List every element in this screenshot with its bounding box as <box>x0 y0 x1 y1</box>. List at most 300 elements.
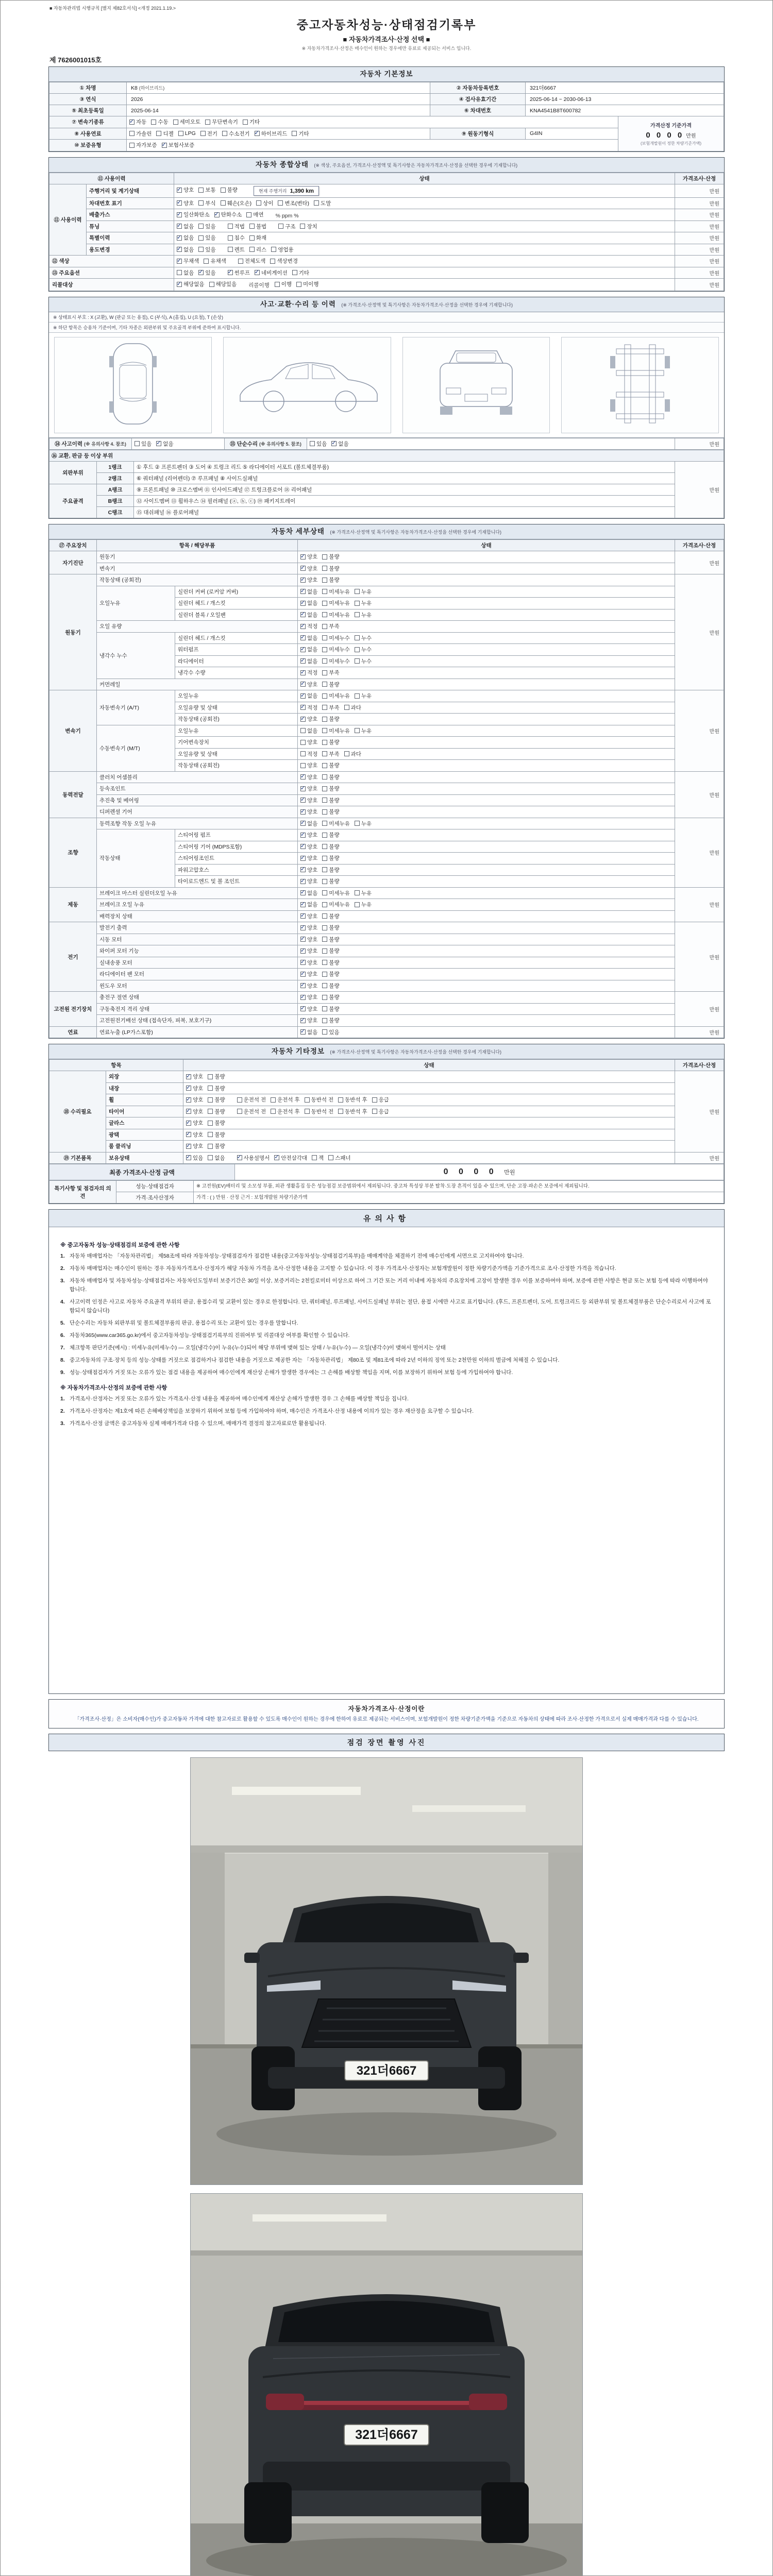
transmission-label: ⑦ 변속기종류 <box>49 116 127 128</box>
checkbox-label: 불량 <box>329 774 340 781</box>
checkbox-option[interactable] <box>208 1108 225 1115</box>
checkbox-group <box>300 854 344 862</box>
checkbox-option[interactable] <box>156 440 173 448</box>
checkbox-icon <box>322 624 327 629</box>
checkbox-option[interactable] <box>300 1016 317 1024</box>
checkbox-option[interactable] <box>205 118 238 126</box>
checkbox-option[interactable] <box>322 808 339 816</box>
table-row <box>49 910 724 922</box>
checkbox-option[interactable] <box>198 246 215 253</box>
checkbox-icon <box>322 902 327 907</box>
checkbox-option[interactable] <box>300 970 317 978</box>
notice-item-number: 3. <box>60 1278 65 1284</box>
checkbox-option[interactable] <box>355 901 372 908</box>
checkbox-option[interactable] <box>305 1096 334 1104</box>
overall-col-state: 상태 <box>174 173 675 184</box>
checkbox-option[interactable] <box>228 246 245 253</box>
detail-item: 오일누유 <box>97 586 175 621</box>
checkbox-label: 일산화탄소 <box>183 212 210 218</box>
opinion-title: 특기사항 및 점검자의 의견 <box>49 1181 116 1204</box>
checkbox-option[interactable] <box>129 118 146 126</box>
checkbox-option[interactable] <box>151 118 168 126</box>
checkbox-option[interactable] <box>322 657 350 665</box>
checkbox-option[interactable] <box>322 993 339 1001</box>
checkbox-option[interactable] <box>177 280 205 288</box>
checkbox-option[interactable] <box>275 280 292 288</box>
checkbox-label: 불량 <box>329 739 340 745</box>
price-cell: 만원 <box>675 1152 724 1164</box>
checkbox-group <box>300 576 344 584</box>
etc-item-label: 보유상태 <box>106 1152 183 1164</box>
checkbox-icon <box>322 948 327 954</box>
checkbox-icon <box>271 1097 276 1103</box>
checkbox-option[interactable] <box>300 588 317 596</box>
checkbox-option[interactable] <box>208 1096 225 1104</box>
checkbox-label: 양호 <box>307 1006 318 1012</box>
detail-subitem: 오일유량 및 상태 <box>175 702 298 714</box>
checkbox-label: 불량 <box>329 843 340 850</box>
checkbox-label: 없음 <box>307 820 318 827</box>
checkbox-label: 양호 <box>307 681 318 688</box>
checkbox-option[interactable] <box>300 646 317 653</box>
checkbox-option[interactable] <box>322 866 339 874</box>
checkbox-icon <box>255 131 260 136</box>
checkbox-option[interactable] <box>344 704 361 711</box>
checkbox-option[interactable] <box>300 576 317 584</box>
checkbox-option[interactable] <box>300 808 317 816</box>
checkbox-icon <box>292 131 297 136</box>
checkbox-label: 기타 <box>298 269 310 276</box>
section-detail-note: (※ 가격조사·산정액 및 특기사항은 자동차가격조사·산정을 선택한 경우에 기재합니다) <box>330 530 502 535</box>
checkbox-option[interactable] <box>300 1028 317 1036</box>
checkbox-option[interactable] <box>300 611 317 619</box>
panel-group-label: 주요골격 <box>49 484 97 518</box>
checkbox-label: 양호 <box>307 936 318 943</box>
checkbox-group <box>300 785 344 793</box>
checkbox-option[interactable] <box>221 186 238 194</box>
checkbox-option[interactable] <box>214 211 242 218</box>
checkbox-icon <box>129 143 135 148</box>
notice-item <box>60 1407 713 1416</box>
checkbox-option[interactable] <box>300 761 317 769</box>
section-basic-header <box>49 67 724 82</box>
checkbox-option[interactable] <box>292 130 309 138</box>
checkbox-option[interactable] <box>300 843 317 851</box>
checkbox-icon <box>300 224 305 229</box>
checkbox-icon <box>322 867 327 872</box>
price-cell: 만원 <box>675 818 724 887</box>
checkbox-option[interactable] <box>237 1154 270 1162</box>
checkbox-option[interactable] <box>278 199 309 207</box>
checkbox-icon <box>186 1074 191 1079</box>
checkbox-label: 상이 <box>263 200 274 207</box>
checkbox-label: 안전삼각대 <box>281 1155 308 1161</box>
checkbox-option[interactable] <box>209 280 237 288</box>
notice-item-text: 단순수리는 자동차 외판부위 및 볼트체결부품의 판금, 용접수리 또는 교환이 있는 경우를 말합니다. <box>70 1320 298 1326</box>
checkbox-option[interactable] <box>200 130 217 138</box>
checkbox-icon <box>322 554 327 560</box>
checkbox-option[interactable] <box>322 773 339 781</box>
price-cell: 만원 <box>675 462 724 518</box>
checkbox-option[interactable] <box>198 234 215 242</box>
checkbox-option[interactable] <box>177 234 194 242</box>
checkbox-option[interactable] <box>300 947 317 955</box>
checkbox-option[interactable] <box>300 982 317 990</box>
price-cell: 만원 <box>675 244 724 256</box>
checkbox-option[interactable] <box>355 599 372 607</box>
checkbox-option[interactable] <box>208 1154 225 1162</box>
checkbox-label: 양호 <box>193 1120 204 1126</box>
checkbox-option[interactable] <box>208 1142 225 1150</box>
checkbox-option[interactable] <box>300 681 317 688</box>
checkbox-option[interactable] <box>228 269 250 277</box>
checkbox-option[interactable] <box>177 269 194 277</box>
checkbox-option[interactable] <box>300 889 317 897</box>
checkbox-label: 없음 <box>163 440 174 447</box>
checkbox-option[interactable] <box>322 901 350 908</box>
engine-type-label: ⑨ 원동기형식 <box>430 128 526 140</box>
checkbox-option[interactable] <box>292 269 309 277</box>
checkbox-option[interactable] <box>322 669 339 676</box>
checkbox-option[interactable] <box>221 199 252 207</box>
checkbox-label: 유채색 <box>210 258 226 264</box>
checkbox-icon <box>322 705 327 710</box>
checkbox-label: 없음 <box>183 246 194 253</box>
table-row <box>49 829 724 841</box>
photos-section-title: 점검 장면 촬영 사진 <box>48 1734 725 1751</box>
base-price-label: 가격산정 기준가격 <box>650 123 692 129</box>
checkbox-option[interactable] <box>300 820 317 827</box>
checkbox-option[interactable] <box>198 186 215 194</box>
checkbox-option[interactable] <box>198 223 215 230</box>
checkbox-option[interactable] <box>228 223 245 230</box>
checkbox-option[interactable] <box>256 199 273 207</box>
checkbox-icon <box>300 879 306 884</box>
checkbox-option[interactable] <box>355 611 372 619</box>
checkbox-option[interactable] <box>208 1119 225 1127</box>
checkbox-option[interactable] <box>198 269 215 277</box>
checkbox-label: 양호 <box>193 1074 204 1080</box>
checkbox-option[interactable] <box>208 1131 225 1139</box>
checkbox-option[interactable] <box>186 1108 203 1115</box>
checkbox-option[interactable] <box>322 704 339 711</box>
checkbox-icon <box>314 200 319 206</box>
checkbox-option[interactable] <box>129 130 152 138</box>
checkbox-option[interactable] <box>338 1096 367 1104</box>
checkbox-option[interactable] <box>300 669 317 676</box>
accident-history-options <box>132 438 225 450</box>
checkbox-option[interactable] <box>355 820 372 827</box>
checkbox-label: 썬루프 <box>234 269 250 276</box>
checkbox-option[interactable] <box>186 1119 203 1127</box>
checkbox-group <box>278 223 322 231</box>
checkbox-option[interactable] <box>300 936 317 943</box>
checkbox-option[interactable] <box>322 936 339 943</box>
checkbox-option[interactable] <box>322 843 339 851</box>
checkbox-option[interactable] <box>300 622 317 630</box>
checkbox-option[interactable] <box>310 440 327 448</box>
checkbox-option[interactable] <box>372 1096 389 1104</box>
checkbox-option[interactable] <box>322 982 339 990</box>
checkbox-option[interactable] <box>300 738 317 746</box>
checkbox-option[interactable] <box>322 889 350 897</box>
price-cell: 만원 <box>675 256 724 267</box>
checkbox-option[interactable] <box>322 553 339 561</box>
checkbox-option[interactable] <box>322 634 350 642</box>
checkbox-icon <box>322 658 327 664</box>
table-row <box>49 1141 724 1153</box>
checkbox-group <box>300 924 344 932</box>
checkbox-option[interactable] <box>344 750 361 758</box>
checkbox-option[interactable] <box>355 657 372 665</box>
checkbox-option[interactable] <box>271 1108 300 1115</box>
checkbox-option[interactable] <box>322 820 350 827</box>
inspector-opinion-table <box>49 1180 724 1204</box>
checkbox-option[interactable] <box>156 130 173 138</box>
checkbox-option[interactable] <box>300 599 317 607</box>
checkbox-option[interactable] <box>300 796 317 804</box>
checkbox-option[interactable] <box>300 634 317 642</box>
checkbox-option[interactable] <box>300 773 317 781</box>
checkbox-option[interactable] <box>249 223 266 230</box>
checkbox-option[interactable] <box>322 750 339 758</box>
checkbox-group <box>186 1142 230 1150</box>
checkbox-option[interactable] <box>178 130 196 137</box>
checkbox-icon <box>129 131 135 136</box>
checkbox-label: 없음 <box>307 1029 318 1036</box>
checkbox-option[interactable] <box>177 199 194 207</box>
checkbox-option[interactable] <box>228 234 245 242</box>
checkbox-icon <box>208 1074 213 1079</box>
checkbox-option[interactable] <box>129 141 157 149</box>
checkbox-icon <box>156 441 161 446</box>
checkbox-option[interactable] <box>322 959 339 967</box>
checkbox-option[interactable] <box>204 257 226 265</box>
checkbox-option[interactable] <box>300 785 317 792</box>
checkbox-option[interactable] <box>186 1131 203 1139</box>
checkbox-label: 불량 <box>329 913 340 920</box>
checkbox-icon <box>173 120 178 125</box>
checkbox-option[interactable] <box>186 1096 203 1104</box>
checkbox-icon <box>338 1097 343 1103</box>
checkbox-option[interactable] <box>186 1073 203 1080</box>
checkbox-option[interactable] <box>300 912 317 920</box>
checkbox-option[interactable] <box>322 854 339 862</box>
detail-item: 윈도우 모터 <box>97 980 298 992</box>
table-row <box>49 551 724 563</box>
checkbox-option[interactable] <box>300 866 317 874</box>
table-row <box>49 94 724 105</box>
checkbox-option[interactable] <box>271 246 293 253</box>
checkbox-option[interactable] <box>300 553 317 561</box>
checkbox-option[interactable] <box>300 854 317 862</box>
checkbox-option[interactable] <box>355 646 372 653</box>
checkbox-option[interactable] <box>300 692 317 700</box>
checkbox-option[interactable] <box>237 1108 266 1115</box>
car-submodel: (하이브리드) <box>139 86 165 91</box>
checkbox-option[interactable] <box>322 681 339 688</box>
detail-subitem: 스티어링 펌프 <box>175 829 298 841</box>
checkbox-option[interactable] <box>331 440 348 448</box>
checkbox-option[interactable] <box>355 692 372 700</box>
checkbox-option[interactable] <box>271 1096 300 1104</box>
checkbox-option[interactable] <box>322 1005 339 1013</box>
inspection-period-value: 2025-06-14 ~ 2030-06-13 <box>526 94 724 105</box>
checkbox-option[interactable] <box>300 901 317 908</box>
checkbox-option[interactable] <box>322 1016 339 1024</box>
checkbox-option[interactable] <box>186 1084 203 1092</box>
detail-state <box>298 794 675 806</box>
checkbox-group <box>300 738 344 747</box>
checkbox-option[interactable] <box>322 947 339 955</box>
checkbox-option[interactable] <box>300 993 317 1001</box>
checkbox-option[interactable] <box>162 141 195 149</box>
detail-item: 고전원전기배선 상태 (접속단자, 피복, 보호기구) <box>97 1015 298 1027</box>
checkbox-option[interactable] <box>300 715 317 723</box>
table-row <box>49 980 724 992</box>
checkbox-option[interactable] <box>222 130 250 138</box>
checkbox-option[interactable] <box>322 576 339 584</box>
base-price-digits: 0 0 0 0 <box>646 130 684 140</box>
checkbox-option[interactable] <box>300 704 317 711</box>
detail-item: 원동기 <box>97 551 298 563</box>
checkbox-option[interactable] <box>238 257 266 265</box>
vin-label: ⑥ 차대번호 <box>430 105 526 116</box>
checkbox-option[interactable] <box>322 622 339 630</box>
checkbox-option[interactable] <box>300 565 317 572</box>
checkbox-option[interactable] <box>322 924 339 931</box>
etc-item-label: 광택 <box>106 1129 183 1141</box>
checkbox-option[interactable] <box>237 1096 266 1104</box>
checkbox-option[interactable] <box>177 257 199 265</box>
detail-state <box>298 876 675 888</box>
base-price-value <box>621 131 721 140</box>
checkbox-option[interactable] <box>300 831 317 839</box>
checkbox-option[interactable] <box>173 118 201 126</box>
checkbox-option[interactable] <box>177 246 194 253</box>
detail-subitem: 라디에이터 <box>175 655 298 667</box>
section-etc-info <box>48 1044 725 1204</box>
checkbox-option[interactable] <box>322 727 350 735</box>
checkbox-option[interactable] <box>208 1084 225 1092</box>
checkbox-option[interactable] <box>322 646 350 653</box>
checkbox-option[interactable] <box>322 785 339 792</box>
notice-item <box>60 1277 713 1294</box>
checkbox-option[interactable] <box>322 565 339 572</box>
checkbox-option[interactable] <box>249 234 266 242</box>
checkbox-option[interactable] <box>355 727 372 735</box>
exchange-section-label: ⑯ 교환, 판금 등 이상 부위 <box>49 450 724 462</box>
checkbox-option[interactable] <box>278 223 295 230</box>
checkbox-option[interactable] <box>322 831 339 839</box>
checkbox-option[interactable] <box>198 199 215 207</box>
notice-item-number: 1. <box>60 1253 65 1259</box>
checkbox-option[interactable] <box>270 257 298 265</box>
overall-row-state <box>174 279 675 291</box>
license-plate-text: 321더6667 <box>355 2427 418 2442</box>
checkbox-option[interactable] <box>314 199 331 207</box>
checkbox-option[interactable] <box>322 761 339 769</box>
etc-item-state <box>183 1129 675 1141</box>
checkbox-option[interactable] <box>322 611 350 619</box>
checkbox-option[interactable] <box>312 1154 324 1162</box>
checkbox-option[interactable] <box>328 1154 350 1162</box>
checkbox-group <box>300 796 344 805</box>
checkbox-option[interactable] <box>322 588 350 596</box>
checkbox-label: 수소전기 <box>229 130 250 137</box>
checkbox-option[interactable] <box>355 634 372 642</box>
checkbox-label: 해당없음 <box>183 281 205 287</box>
checkbox-option[interactable] <box>300 727 317 735</box>
checkbox-icon <box>222 131 227 136</box>
table-row <box>49 574 724 586</box>
checkbox-option[interactable] <box>255 130 288 138</box>
notice-item <box>60 1344 713 1352</box>
checkbox-option[interactable] <box>300 877 317 885</box>
checkbox-option[interactable] <box>249 246 266 253</box>
checkbox-option[interactable] <box>300 657 317 665</box>
checkbox-label: 미세누유 <box>329 820 350 827</box>
checkbox-option[interactable] <box>338 1108 367 1115</box>
checkbox-option[interactable] <box>177 223 194 230</box>
checkbox-option[interactable] <box>186 1142 203 1150</box>
checkbox-option[interactable] <box>274 1154 307 1162</box>
vehicle-type-legend: ※ 하단 항목은 승용차 기준이며, 기타 차종은 외판부위 및 주요골격 부위에 준하여 표시합니다. <box>49 323 724 333</box>
checkbox-option[interactable] <box>322 1028 339 1036</box>
checkbox-icon <box>204 259 209 264</box>
checkbox-option[interactable] <box>300 1005 317 1013</box>
checkbox-option[interactable] <box>208 1073 225 1080</box>
detail-item: 배력장치 상태 <box>97 910 298 922</box>
checkbox-option[interactable] <box>246 211 263 218</box>
checkbox-option[interactable] <box>296 280 318 288</box>
checkbox-option[interactable] <box>243 118 260 126</box>
checkbox-icon <box>312 1155 317 1160</box>
checkbox-label: 부식 <box>205 200 216 207</box>
checkbox-option[interactable] <box>322 599 350 607</box>
checkbox-option[interactable] <box>322 738 339 746</box>
checkbox-group <box>177 246 221 254</box>
checkbox-label: 불량 <box>329 809 340 815</box>
checkbox-option[interactable] <box>300 959 317 967</box>
checkbox-option[interactable] <box>177 211 210 218</box>
checkbox-option[interactable] <box>372 1108 389 1115</box>
car-side-view-svg <box>225 338 390 429</box>
checkbox-option[interactable] <box>322 796 339 804</box>
checkbox-option[interactable] <box>177 186 194 194</box>
device-name: 동력전달 <box>49 771 97 818</box>
checkbox-option[interactable] <box>186 1154 203 1162</box>
final-price-value <box>235 1164 724 1180</box>
checkbox-option[interactable] <box>322 970 339 978</box>
checkbox-icon <box>177 247 182 252</box>
checkbox-label: 미세누유 <box>329 890 350 896</box>
checkbox-option[interactable] <box>322 715 339 723</box>
checkbox-option[interactable] <box>305 1108 334 1115</box>
checkbox-option[interactable] <box>135 440 152 448</box>
checkbox-option[interactable] <box>300 750 317 758</box>
checkbox-group <box>300 750 366 758</box>
checkbox-option[interactable] <box>355 889 372 897</box>
checkbox-option[interactable] <box>300 223 317 230</box>
checkbox-option[interactable] <box>300 924 317 931</box>
checkbox-option[interactable] <box>322 692 350 700</box>
checkbox-icon <box>322 612 327 617</box>
checkbox-option[interactable] <box>255 269 288 277</box>
checkbox-option[interactable] <box>355 588 372 596</box>
checkbox-option[interactable] <box>322 877 339 885</box>
checkbox-option[interactable] <box>322 912 339 920</box>
